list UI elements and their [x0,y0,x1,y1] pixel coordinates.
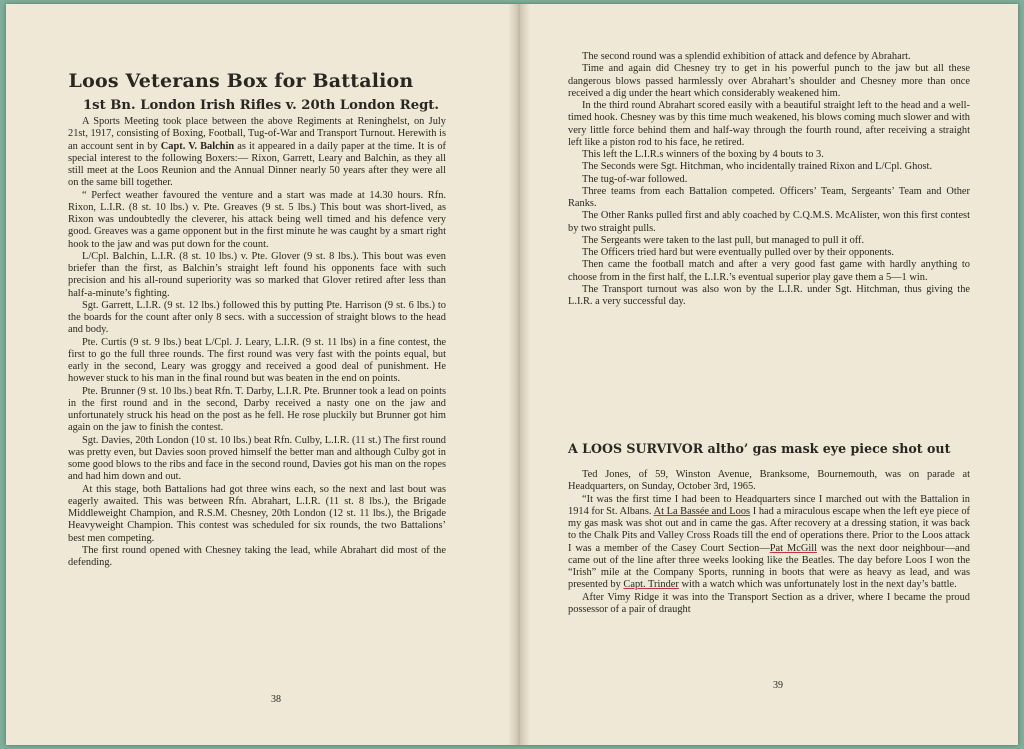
paragraph: The Other Ranks pulled first and ably coached by C.Q.M.S. McAlister, won this first contest by two straight pulls. [568,210,970,234]
paragraph: The Seconds were Sgt. Hitchman, who incidentally trained Rixon and L/Cpl. Ghost. [582,161,933,173]
paragraph-quote: “It was the first time I had been to Headquarters since I marched out with the Battalion in 1914 for St. Albans. At La Bassée and Loos I had a miraculous escape when the left eye piece of my gas mask was shot out and in came the gas. After recovery at a dressing station, it was back to the Chalk Pits and Valley Cross Roads till the end of operations there. Prior to the Loos attack I was a member of the Casey Court Section—Pat McGill was the next door neighbour—and came out of the line after three weeks looking like the Beatles. The day before Loos I won the “Irish” mile at the Company Sports, running in boots that were as heavy as lead, and was presented by Capt. Trinder with a watch which was unfortunately lost in the next day’s battle. [568,493,970,591]
paragraph: The tug-of-war followed. [582,173,688,185]
article-subtitle: 1st Bn. London Irish Rifles v. 20th London Regt. [83,98,439,113]
section-title: A LOOS SURVIVOR altho’ gas mask eye piece shot out [568,441,951,456]
section-body [568,469,970,616]
paragraph: Sgt. Garrett, L.I.R. (9 st. 12 lbs.) followed this by putting Pte. Harrison (9 st. 6 lbs.) to the boards for the count after only 8 secs. with a succession of straight blows to the head and body. [68,299,446,336]
paragraph: Three teams from each Battalion competed. Officers’ Team, Sergeants’ Team and Other Ranks. [568,185,970,209]
paragraph: Then came the football match and after a very good fast game with hardly anything to choose from in the first half, the L.I.R.’s eventual superior play gave them a 5—1 win. [568,259,970,283]
left-page [6,4,508,745]
left-page-body [68,116,446,569]
right-page-body [568,51,970,308]
handwritten-underline: Capt. Trinder [623,579,679,591]
paragraph: Pte. Curtis (9 st. 9 lbs.) beat L/Cpl. J. Leary, L.I.R. (9 st. 11 lbs) in a fine contest, the first to go the full three rounds. The first round was very fast with the points equal, but early in the second, Leary was groggy and received a good deal of punishment. He however stuck to his man in the final round but was beaten in the end on points. [68,336,446,385]
paragraph: Pte. Brunner (9 st. 10 lbs.) beat Rfn. T. Darby, L.I.R. Pte. Brunner took a lead on points in the first round and in the second, Darby received a nasty one on the jaw and unfortunately struck his head on the post as he fell. He rose pluckily but Brunner got him again on the jaw to finish the contest. [68,385,446,434]
paragraph: After Vimy Ridge it was into the Transport Section as a driver, where I became the proud possessor of a pair of draught [568,591,970,615]
intro-author: Capt. V. Balchin [160,140,235,152]
paragraph: The Officers tried hard but were eventually pulled over by their opponents. [582,247,895,258]
book-gutter [508,4,530,745]
paragraph: The second round was a splendid exhibition of attack and defence by Abrahart. [582,51,911,62]
paragraph-intro: A Sports Meeting took place between the above Regiments at Reninghelst, on July 21st, 1917, consisting of Boxing, Football, Tug-of-War and Transport Turnout. Herewith is an account sent in by Capt. V. Balchin as it appeared in a daily paper at the time. It is of special interest to the following Boxers:— Rixon, Garrett, Leary and Balchin, as they all still meet at the Loos Reunion and the Annual Dinner nearly 50 years after they were all on the same bill together. [68,116,446,189]
article-title: Loos Veterans Box for Battalion [68,70,414,92]
handwritten-underline: Pat McGill [769,542,817,554]
paragraph: At this stage, both Battalions had got three wins each, so the next and last bout was eagerly awaited. This was between Rfn. Abrahart, L.I.R. (11 st. 8 lbs.), the Brigade Middleweight Champion, and R.S.M. Chesney, 20th London (12 st. 11 lbs.), the Brigade Heavyweight Champion. This contest was scheduled for six rounds, the two Battalions’ best men competing. [68,483,446,544]
paragraph: This left the L.I.R.s winners of the boxing by 4 bouts to 3. [582,149,824,160]
paragraph: The Sergeants were taken to the last pull, but managed to pull it off. [582,234,865,246]
paragraph: Time and again did Chesney try to get in his powerful punch to the jaw but all these dangerous blows passed harmlessly over Abrahart’s shoulder and Chesney more than once received a dig under the heart which considerably weakened him. [568,63,970,99]
right-page [530,4,1018,745]
book-spread [6,4,1018,745]
handwritten-underline: At La Bassée and Loos [653,505,751,517]
paragraph: The first round opened with Chesney taking the lead, while Abrahart did most of the defending. [68,544,446,568]
paragraph: Sgt. Davies, 20th London (10 st. 10 lbs.) beat Rfn. Culby, L.I.R. (11 st.) The first round was pretty even, but Davies soon proved himself the better man and although Culby got in some good blows to the ribs and face in the second round, Davies got his man on the ropes and had him down and out. [68,434,446,483]
paragraph: L/Cpl. Balchin, L.I.R. (8 st. 10 lbs.) v. Pte. Glover (9 st. 8 lbs.). This bout was even briefer than the first, as Balchin’s straight left found his opponents face with such precision and his all-round superiority was so marked that Glover retired after less than half-a-minute’s fighting. [68,250,446,299]
paragraph: Ted Jones, of 59, Winston Avenue, Branksome, Bournemouth, was on parade at Headquarters, on Sunday, October 3rd, 1965. [568,469,970,493]
paragraph: “ Perfect weather favoured the venture and a start was made at 14.30 hours. Rfn. Rixon, L.I.R. (8 st. 10 lbs.) v. Pte. Greaves (9 st. 5 lbs.) This bout was short-lived, as Rixon was undoubtedly the cleverer, his attack being well timed and his defence very good. Greaves was a game opponent but in the first minute he was caught by a smart right hook to the jaw and was put down for the count. [68,189,446,250]
paragraph: The Transport turnout was also won by the L.I.R. under Sgt. Hitchman, thus giving the L.I.R. a very successful day. [568,283,970,307]
page-number-left: 38 [271,694,281,705]
paragraph: In the third round Abrahart scored easily with a beautiful straight left to the head and a well-timed hook. Chesney was by this time much weakened, his blows coming much slower and with very little force behind them and half-way through the fourth round, after receiving a straight left like a piston rod to his face, he retired. [568,100,970,148]
page-number-right: 39 [773,680,783,691]
